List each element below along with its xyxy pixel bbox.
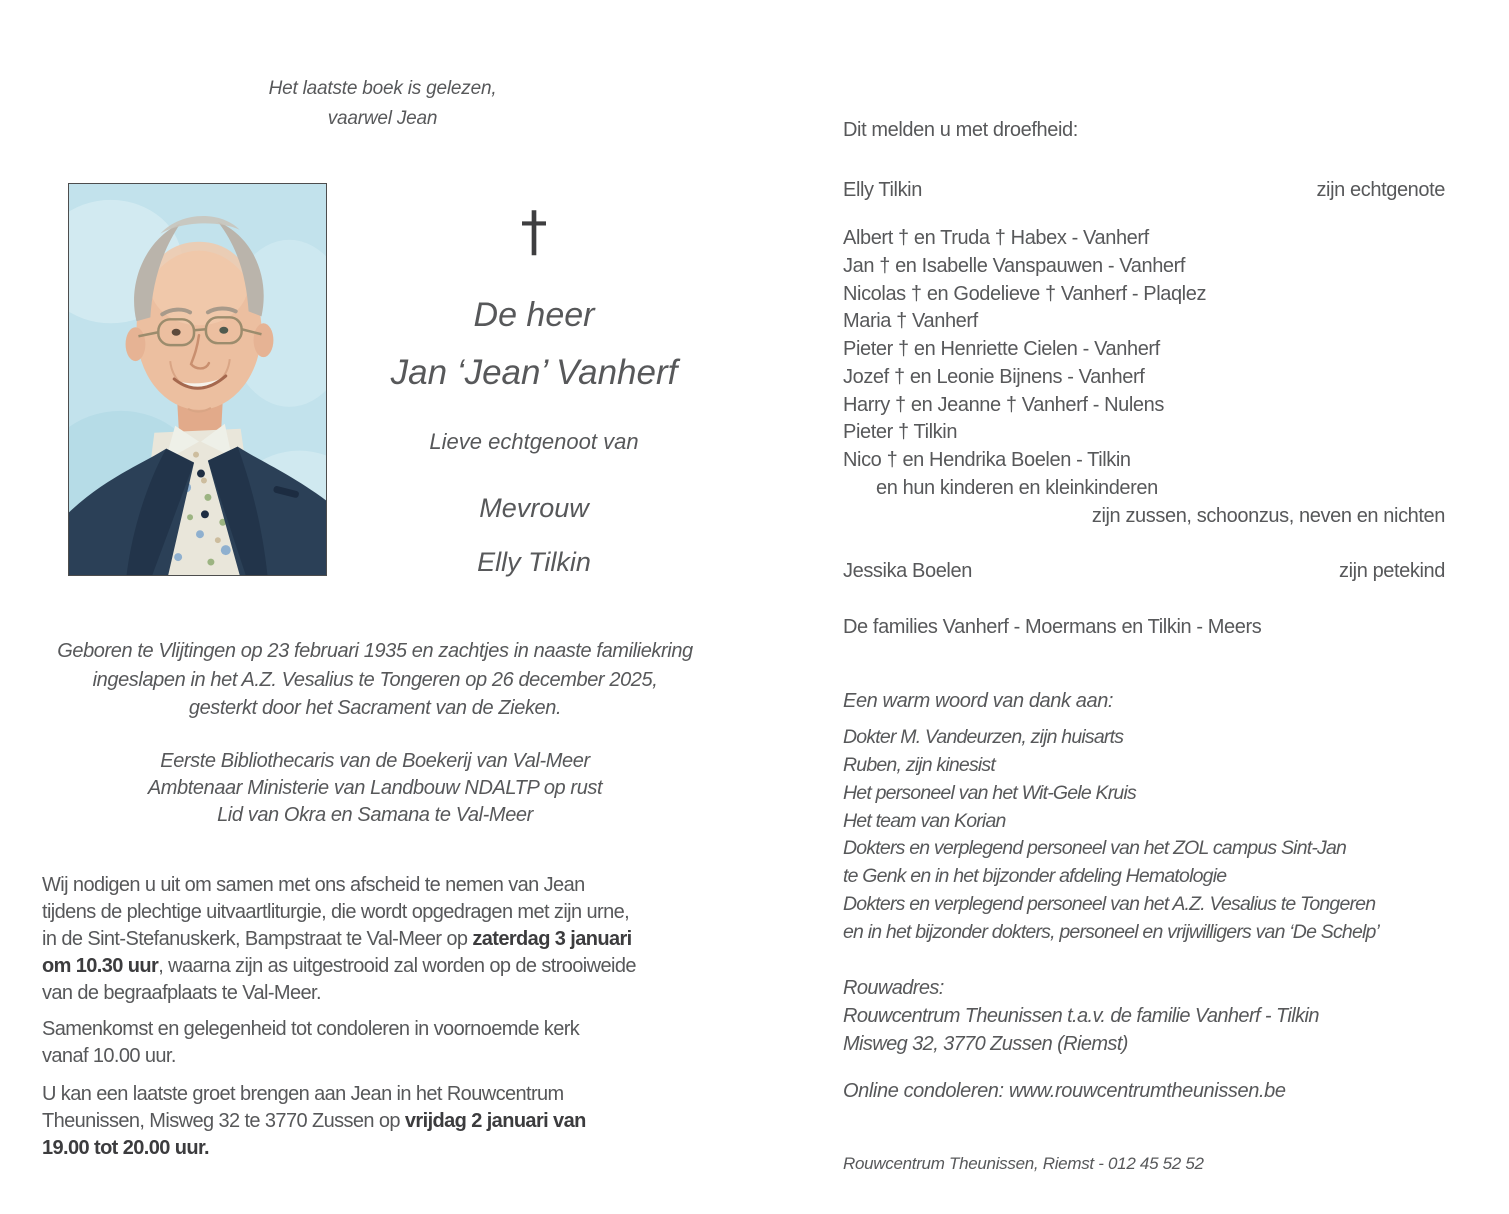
gathering-line: vanaf 10.00 uur. — [42, 1045, 176, 1067]
last-greeting-paragraph — [42, 1081, 762, 1162]
last-greeting-line: U kan een laatste groet brengen aan Jean in het Rouwcentrum — [42, 1083, 564, 1105]
gathering-paragraph — [42, 1016, 762, 1070]
invitation-line: om 10.30 uur, waarna zijn as uitgestrooid zal worden op de strooiweide — [42, 955, 636, 977]
families-line: De families Vanherf - Moermans en Tilkin - Meers — [843, 616, 1262, 639]
portrait-photo — [68, 183, 327, 576]
online-condolence-line: Online condoleren: www.rouwcentrumtheunissen.be — [843, 1079, 1286, 1102]
thanks-line: te Genk en in het bijzonder afdeling Hematologie — [843, 865, 1227, 887]
thanks-line: en in het bijzonder dokters, personeel en vrijwilligers van ‘De Schelp’ — [843, 920, 1380, 943]
role-line: Lid van Okra en Samana te Val-Meer — [217, 804, 533, 826]
gathering-line: Samenkomst en gelegenheid tot condoleren in voornoemde kerk — [42, 1018, 580, 1040]
mourning-address-lines — [843, 1003, 1445, 1059]
announcement-column — [843, 116, 1445, 1176]
thanks-list — [843, 724, 1445, 946]
thanks-line: Het personeel van het Wit-Gele Kruis — [843, 781, 1136, 804]
birth-death-text — [0, 637, 765, 723]
mourning-address-label: Rouwadres: — [843, 977, 944, 1000]
spouse-intro: Lieve echtgenoot van — [429, 429, 639, 454]
family-list — [843, 225, 1445, 475]
family-relation-line: zijn zussen, schoonzus, neven en nichten — [1091, 504, 1445, 527]
family-member-line: Nico † en Hendrika Boelen - Tilkin — [843, 449, 1131, 471]
roles-text — [0, 748, 765, 829]
mourning-address-block — [843, 975, 1445, 1058]
epigraph-line-2: vaarwel Jean — [327, 108, 438, 129]
godchild-name: Jessika Boelen — [843, 560, 972, 583]
mourning-address-line: Rouwcentrum Theunissen t.a.v. de familie Vanherf - Tilkin — [843, 1005, 1319, 1027]
godchild-relation: zijn petekind — [1339, 560, 1445, 583]
epigraph — [0, 74, 765, 134]
title-block — [330, 196, 738, 581]
invitation-line: Wij nodigen u uit om samen met ons afscheid te nemen van Jean — [42, 874, 585, 896]
family-children-line: en hun kinderen en kleinkinderen — [876, 476, 1158, 499]
family-member-line: Pieter † Tilkin — [843, 421, 958, 444]
role-line: Eerste Bibliothecaris van de Boekerij van Val-Meer — [160, 750, 590, 772]
epigraph-line-1: Het laatste boek is gelezen, — [268, 78, 497, 99]
family-member-line: Jan † en Isabelle Vanspauwen - Vanherf — [843, 254, 1186, 277]
family-member-line: Pieter † en Henriette Cielen - Vanherf — [843, 338, 1160, 360]
role-line: Ambtenaar Ministerie van Landbouw NDALTP op rust — [147, 777, 603, 799]
invitation-line: in de Sint-Stefanuskerk, Bampstraat te Val-Meer op zaterdag 3 januari — [42, 928, 632, 950]
birth-death-line: Geboren te Vlijtingen op 23 februari 1935 en zachtjes in naaste familiekring — [57, 640, 693, 662]
thanks-line: Dokters en verplegend personeel van het A.Z. Vesalius te Tongeren — [843, 892, 1376, 915]
family-member-line: Maria † Vanherf — [843, 310, 978, 333]
godchild-row — [843, 557, 1445, 585]
birth-death-line: gesterkt door het Sacrament van de Zieken. — [188, 697, 562, 719]
spouse-title: Mevrouw — [479, 493, 589, 523]
thanks-line: Het team van Korian — [843, 809, 1006, 832]
deceased-title: De heer — [473, 296, 595, 334]
birth-death-line: ingeslapen in het A.Z. Vesalius te Tongeren op 26 december 2025, — [92, 668, 658, 691]
funeral-invitation-paragraph — [42, 872, 762, 1007]
thanks-line: Ruben, zijn kinesist — [843, 754, 995, 776]
thanks-line: Dokter M. Vandeurzen, zijn huisarts — [843, 726, 1124, 749]
spouse-row-name: Elly Tilkin — [843, 179, 922, 201]
family-member-line: Nicolas † en Godelieve † Vanherf - Plaqlez — [843, 282, 1207, 305]
last-greeting-line: Theunissen, Misweg 32 te 3770 Zussen op vrijdag 2 januari van — [42, 1110, 586, 1132]
thanks-heading: Een warm woord van dank aan: — [843, 690, 1114, 713]
cross-symbol: † — [520, 200, 548, 263]
portrait-image — [69, 184, 326, 575]
spouse-row — [843, 176, 1445, 204]
invitation-line: van de begraafplaats te Val-Meer. — [42, 982, 321, 1004]
family-member-line: Jozef † en Leonie Bijnens - Vanherf — [843, 365, 1145, 388]
last-greeting-line: 19.00 tot 20.00 uur. — [42, 1137, 209, 1159]
family-member-line: Albert † en Truda † Habex - Vanherf — [843, 227, 1149, 249]
thanks-line: Dokters en verplegend personeel van het ZOL campus Sint-Jan — [843, 837, 1347, 860]
mourning-address-line: Misweg 32, 3770 Zussen (Riemst) — [843, 1032, 1128, 1055]
announcement-heading: Dit melden u met droefheid: — [843, 119, 1078, 141]
deceased-name: Jan ‘Jean’ Vanherf — [390, 353, 678, 392]
spouse-name: Elly Tilkin — [477, 547, 591, 577]
family-member-line: Harry † en Jeanne † Vanherf - Nulens — [843, 393, 1164, 416]
funeral-home-footer: Rouwcentrum Theunissen, Riemst - 012 45 52 52 — [843, 1153, 1204, 1173]
invitation-line: tijdens de plechtige uitvaartliturgie, die wordt opgedragen met zijn urne, — [42, 901, 630, 923]
spouse-row-relation: zijn echtgenote — [1316, 179, 1445, 201]
